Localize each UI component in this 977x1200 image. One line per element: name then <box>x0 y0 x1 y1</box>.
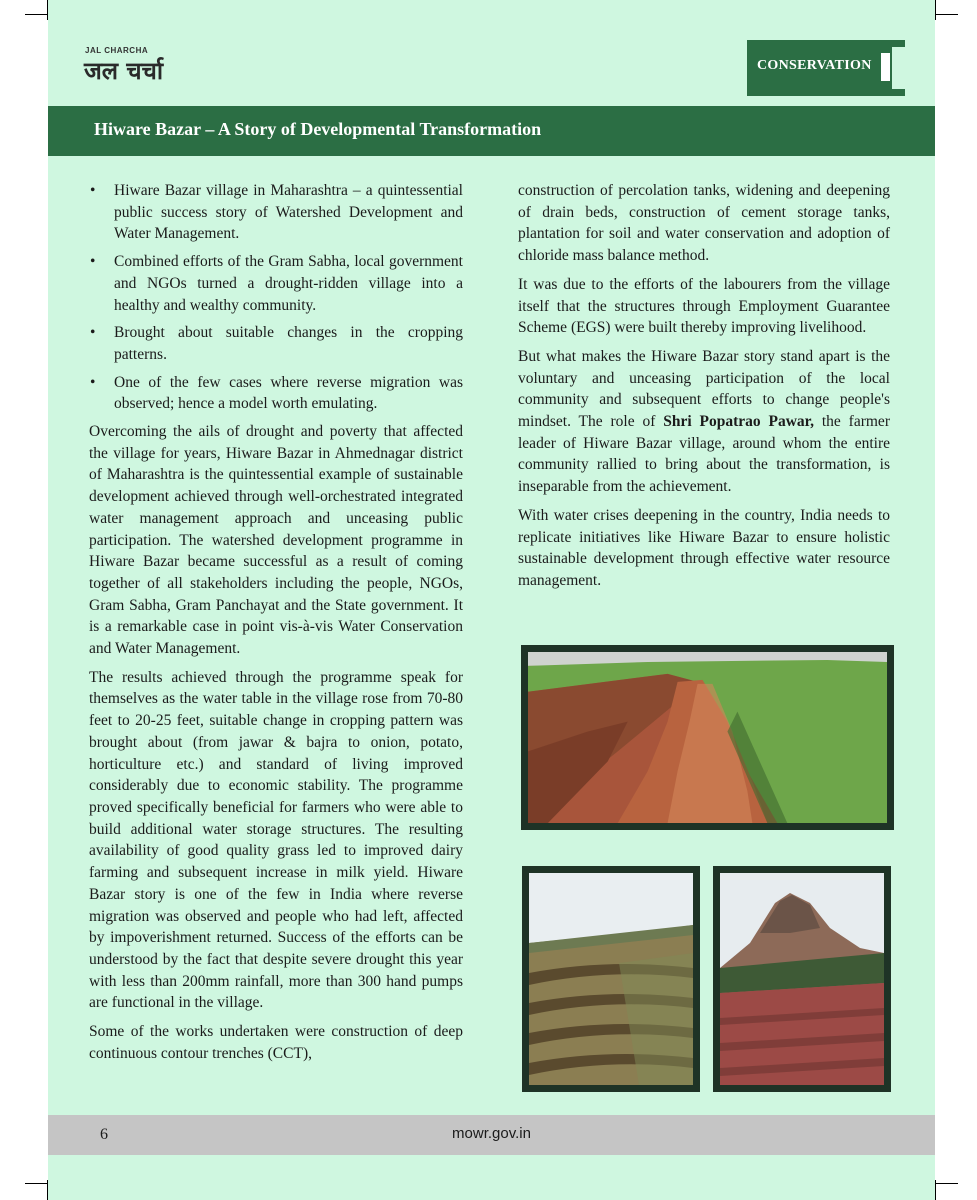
photo-drain-channel-image <box>528 652 887 823</box>
page-footer <box>48 1115 935 1155</box>
page-number: 6 <box>100 1126 108 1143</box>
logo-subtitle: JAL CHARCHA <box>85 46 149 55</box>
highlight-item: • Brought about suitable changes in the cropping patterns. <box>89 322 463 365</box>
website-url: mowr.gov.in <box>452 1125 531 1142</box>
crop-mark <box>936 1183 958 1184</box>
section-tag <box>747 40 905 96</box>
highlight-item: • One of the few cases where reverse migration was observed; hence a model worth emulating. <box>89 372 463 415</box>
body-paragraph: It was due to the efforts of the labourers from the village itself that the structures through Employment Guarantee Scheme (EGS) were built thereby improving livelihood. <box>518 275 890 337</box>
photo-rocky-hill-image <box>720 873 884 1085</box>
right-column <box>518 180 890 599</box>
body-paragraph: Some of the works undertaken were construction of deep continuous contour trenches (CCT), <box>89 1023 463 1062</box>
article-title: Hiware Bazar – A Story of Developmental Transformation <box>94 119 542 139</box>
text-run: But what makes the Hiware Bazar story stand apart is the voluntary and unceasing participation of the local community and subsequent efforts to change people's mindset. The role of <box>518 347 890 431</box>
crop-mark <box>25 14 47 15</box>
text-run: the farmer leader of Hiware Bazar village, around whom the entire community rallied to bring about the transformation, is inseparable from the achievement. <box>518 413 890 496</box>
body-paragraph <box>518 346 890 498</box>
photo-contour-trenches <box>522 866 700 1092</box>
body-paragraph: Overcoming the ails of drought and poverty that affected the village for years, Hiware Bazar in Ahmednagar district of Maharashtra is the quintessential example of sustainable development achieved through well-orchestrated integrated water management approach and unceasing public participation. The watershed development programme in Hiware Bazar became successful as a result of coming together of all stakeholders including the people, NGOs, Gram Sabha, Gram Panchayat and the State government. It is a remarkable case in point vis-à-vis Water Conservation and Water Management. <box>89 423 463 658</box>
section-tag-decoration <box>892 47 905 89</box>
section-tag-decoration <box>881 53 890 81</box>
crop-mark <box>935 0 936 20</box>
highlight-item: • Combined efforts of the Gram Sabha, local government and NGOs turned a drought-ridden village into a healthy and wealthy community. <box>89 251 463 316</box>
body-paragraph: With water crises deepening in the country, India needs to replicate initiatives like Hiware Bazar to ensure holistic sustainable development through effective water resource management. <box>518 506 890 589</box>
photo-rocky-hill <box>713 866 891 1092</box>
body-paragraph: The results achieved through the programme speak for themselves as the water table in the village rose from 70-80 feet to 20-25 feet, suitable change in cropping pattern was brought about (from jawar & bajra to onion, potato, horticulture etc.) and standard of living improved considerably due to economic stability. The programme proved specifically beneficial for farmers who were able to build additional water storage structures. The resulting availability of good quality grass led to improved dairy farming and subsequent increase in milk yield. Hiware Bazar story is one of the few in India where reverse migration was observed and people who had left, affected by impoverishment returned. Success of the efforts can be understood by the fact that despite severe drought this year with less than 200mm rainfall, more than 300 hand pumps are functional in the village. <box>89 668 463 1012</box>
body-paragraph: construction of percolation tanks, widening and deepening of drain beds, construction of cement storage tanks, plantation for soil and water conservation and adoption of chloride mass balance method. <box>518 182 890 265</box>
person-name: Shri Popatrao Pawar, <box>663 413 815 431</box>
left-column <box>89 180 463 1071</box>
photo-drain-channel <box>521 645 894 830</box>
photo-contour-trenches-image <box>529 873 693 1085</box>
crop-mark <box>936 14 958 15</box>
magazine-logo: जल चर्चा <box>84 57 164 85</box>
highlight-item: • Hiware Bazar village in Maharashtra – a quintessential public success story of Watershed Development and Water Management. <box>89 180 463 245</box>
crop-mark <box>25 1183 47 1184</box>
title-band <box>48 106 935 156</box>
section-label: CONSERVATION <box>757 58 872 73</box>
highlights-list <box>89 180 463 415</box>
